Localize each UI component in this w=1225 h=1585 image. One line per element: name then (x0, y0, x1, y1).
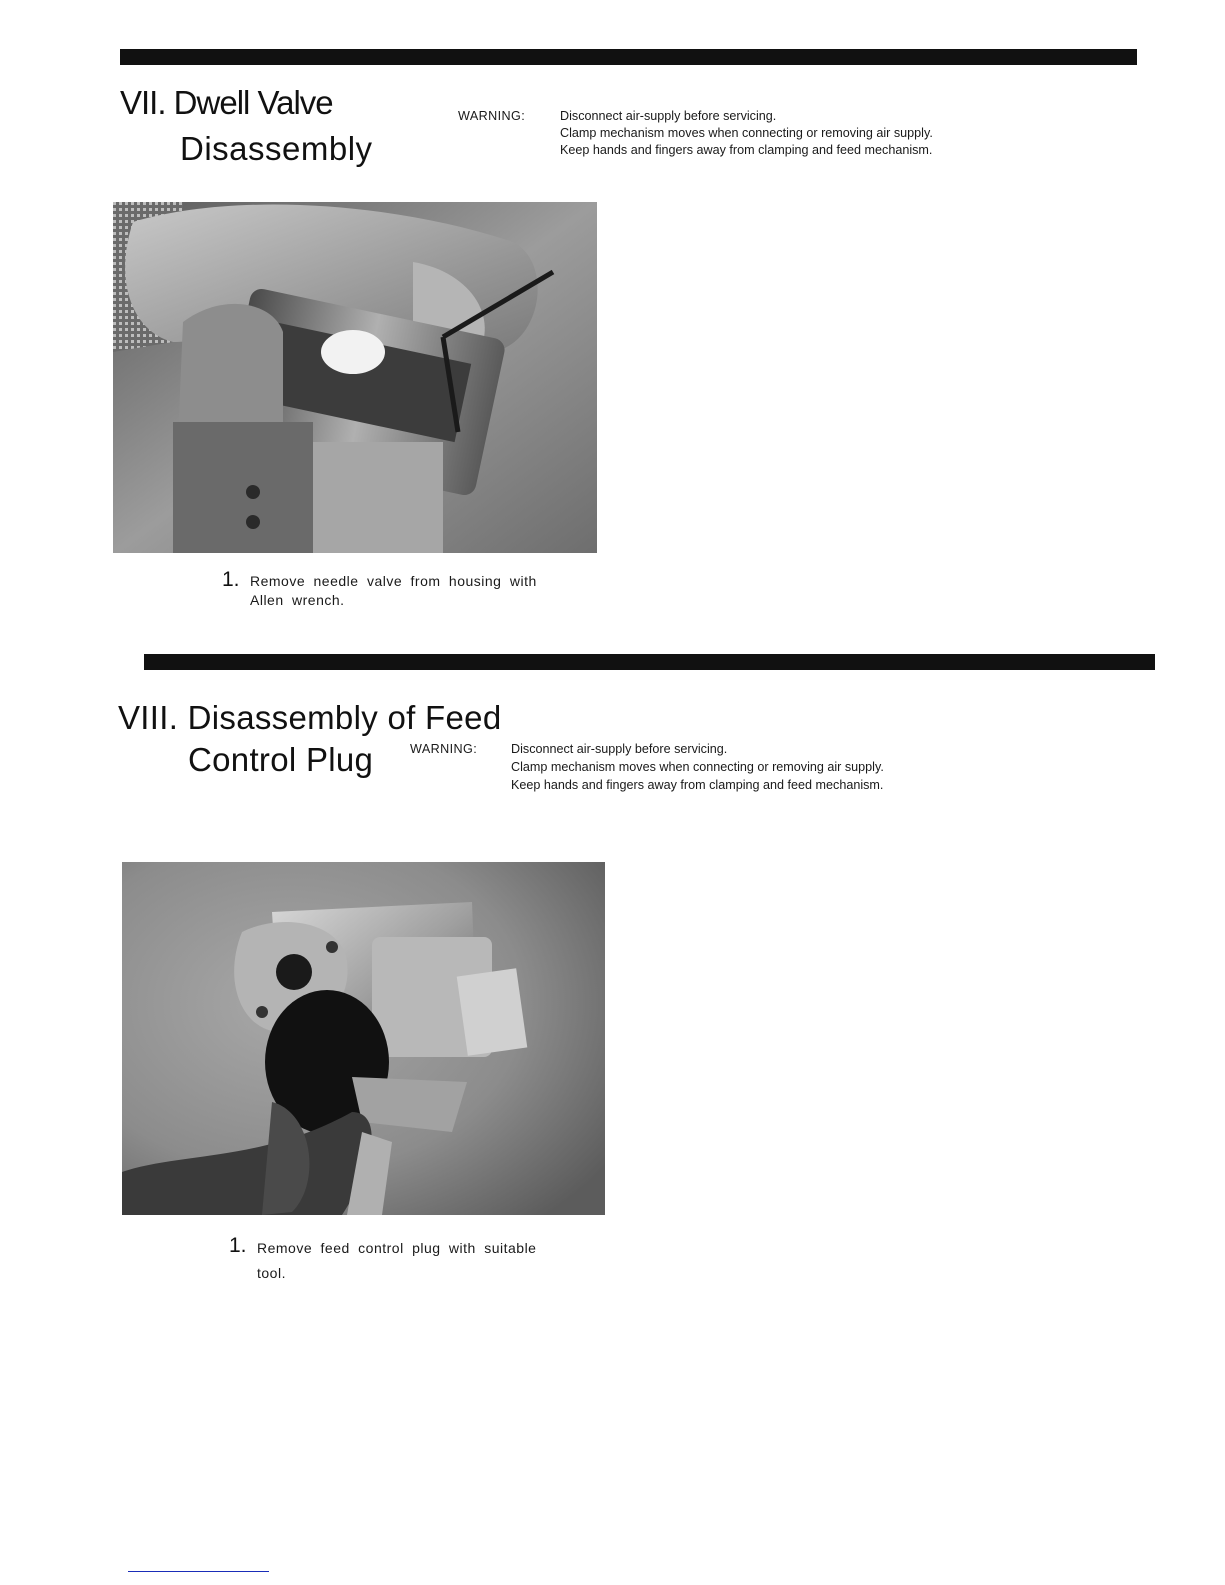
warning-line: Disconnect air-supply before servicing. (511, 742, 728, 756)
footer-underline (128, 1571, 269, 1572)
warning-line: Clamp mechanism moves when connecting or removing air supply. (511, 760, 884, 774)
section-divider-bar (144, 654, 1155, 670)
step-text-line: Remove feed control plug with suitable (257, 1240, 537, 1256)
warning-label: WARNING: (410, 742, 478, 756)
step-text-line: tool. (257, 1265, 286, 1281)
warning-line: Keep hands and fingers away from clamping and feed mechanism. (560, 143, 933, 157)
photo-feed-control-plug-removal (122, 862, 605, 1215)
warning-line: Disconnect air-supply before servicing. (560, 109, 777, 123)
warning-label: WARNING: (458, 109, 526, 123)
step-text-line: Allen wrench. (250, 592, 345, 608)
section-8-title-line1: VIII. Disassembly of Feed (118, 699, 502, 736)
section-8-title-line2: Control Plug (188, 741, 374, 778)
warning-line: Clamp mechanism moves when connecting or removing air supply. (560, 126, 933, 140)
section-divider-bar (120, 49, 1137, 65)
section-7-title-line1: VII. Dwell Valve (120, 84, 333, 121)
warning-line: Keep hands and fingers away from clamping and feed mechanism. (511, 778, 884, 792)
step-number: 1. (229, 1234, 247, 1257)
photo-needle-valve-removal (113, 202, 597, 553)
step-text-line: Remove needle valve from housing with (250, 573, 537, 589)
section-7-title-line2: Disassembly (180, 130, 373, 167)
step-number: 1. (222, 568, 240, 591)
